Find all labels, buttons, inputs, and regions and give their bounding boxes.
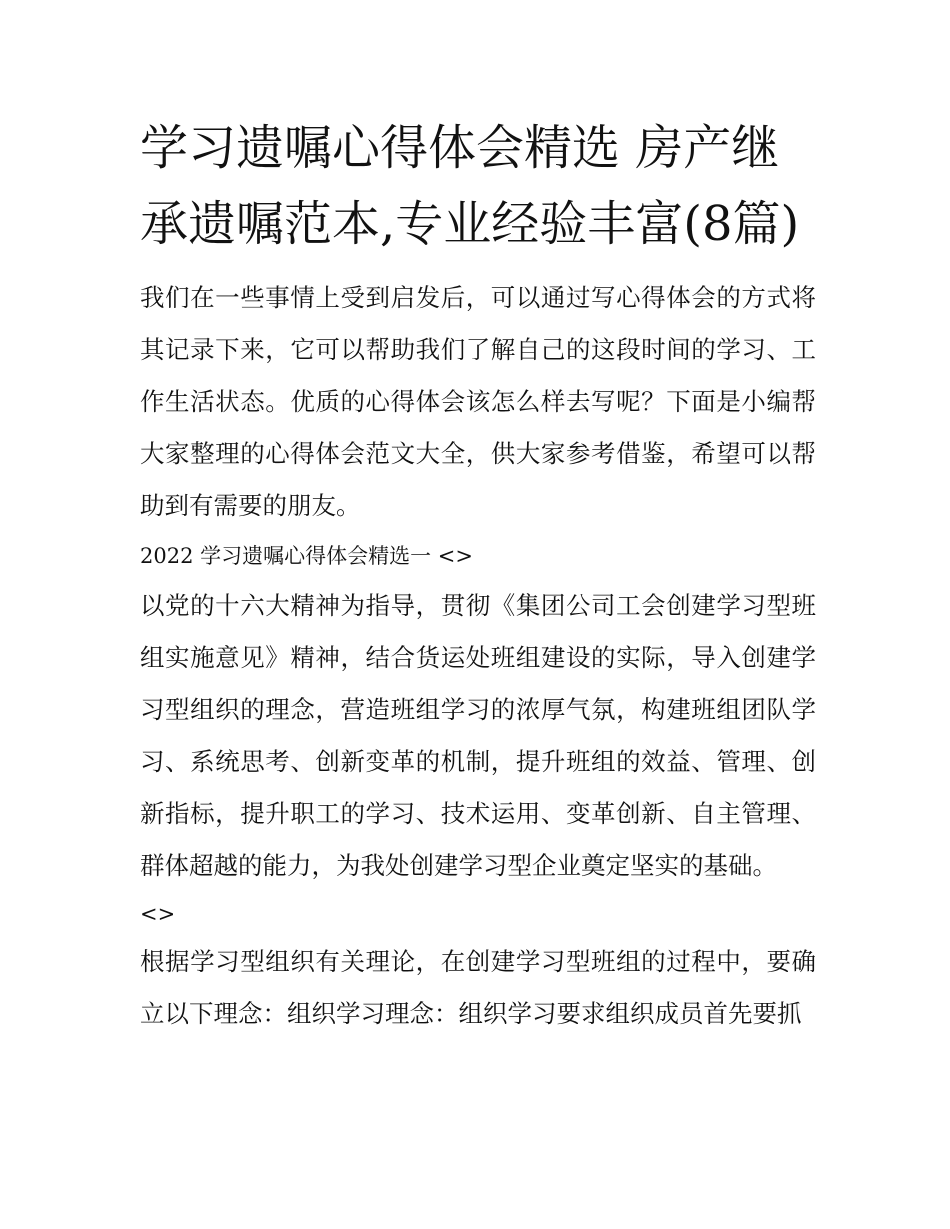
section-marker: <> bbox=[140, 902, 176, 926]
body-paragraph-2: 根据学习型组织有关理论，在创建学习型班组的过程中，要确立以下理念：组织学习理念：组织学习要求组织成员首先要抓 bbox=[140, 947, 816, 1028]
body-paragraph-1: 以党的十六大精神为指导，贯彻《集团公司工会创建学习型班组实施意见》精神，结合货运处班组建设的实际，导入创建学习型组织的理念，营造班组学习的浓厚气氛，构建班组团队学习、系统思考、创新变革的机制，提升班组的效益、管理、创新指标，提升职工的学习、技术运用、变革创新、自主管理、群体超越的能力，为我处创建学习型企业奠定坚实的基础。 bbox=[140, 591, 816, 880]
document-title: 学习遗嘱心得体会精选 房产继承遗嘱范本,专业经验丰富(8篇) bbox=[140, 120, 800, 252]
document-body bbox=[140, 110, 816, 1040]
section-heading: 2022 学习遗嘱心得体会精选一 <> bbox=[140, 544, 473, 568]
intro-paragraph: 我们在一些事情上受到启发后，可以通过写心得体会的方式将其记录下来，它可以帮助我们了解自己的这段时间的学习、工作生活状态。优质的心得体会该怎么样去写呢？下面是小编帮大家整理的心得体会范文大全，供大家参考借鉴，希望可以帮助到有需要的朋友。 bbox=[140, 283, 816, 520]
